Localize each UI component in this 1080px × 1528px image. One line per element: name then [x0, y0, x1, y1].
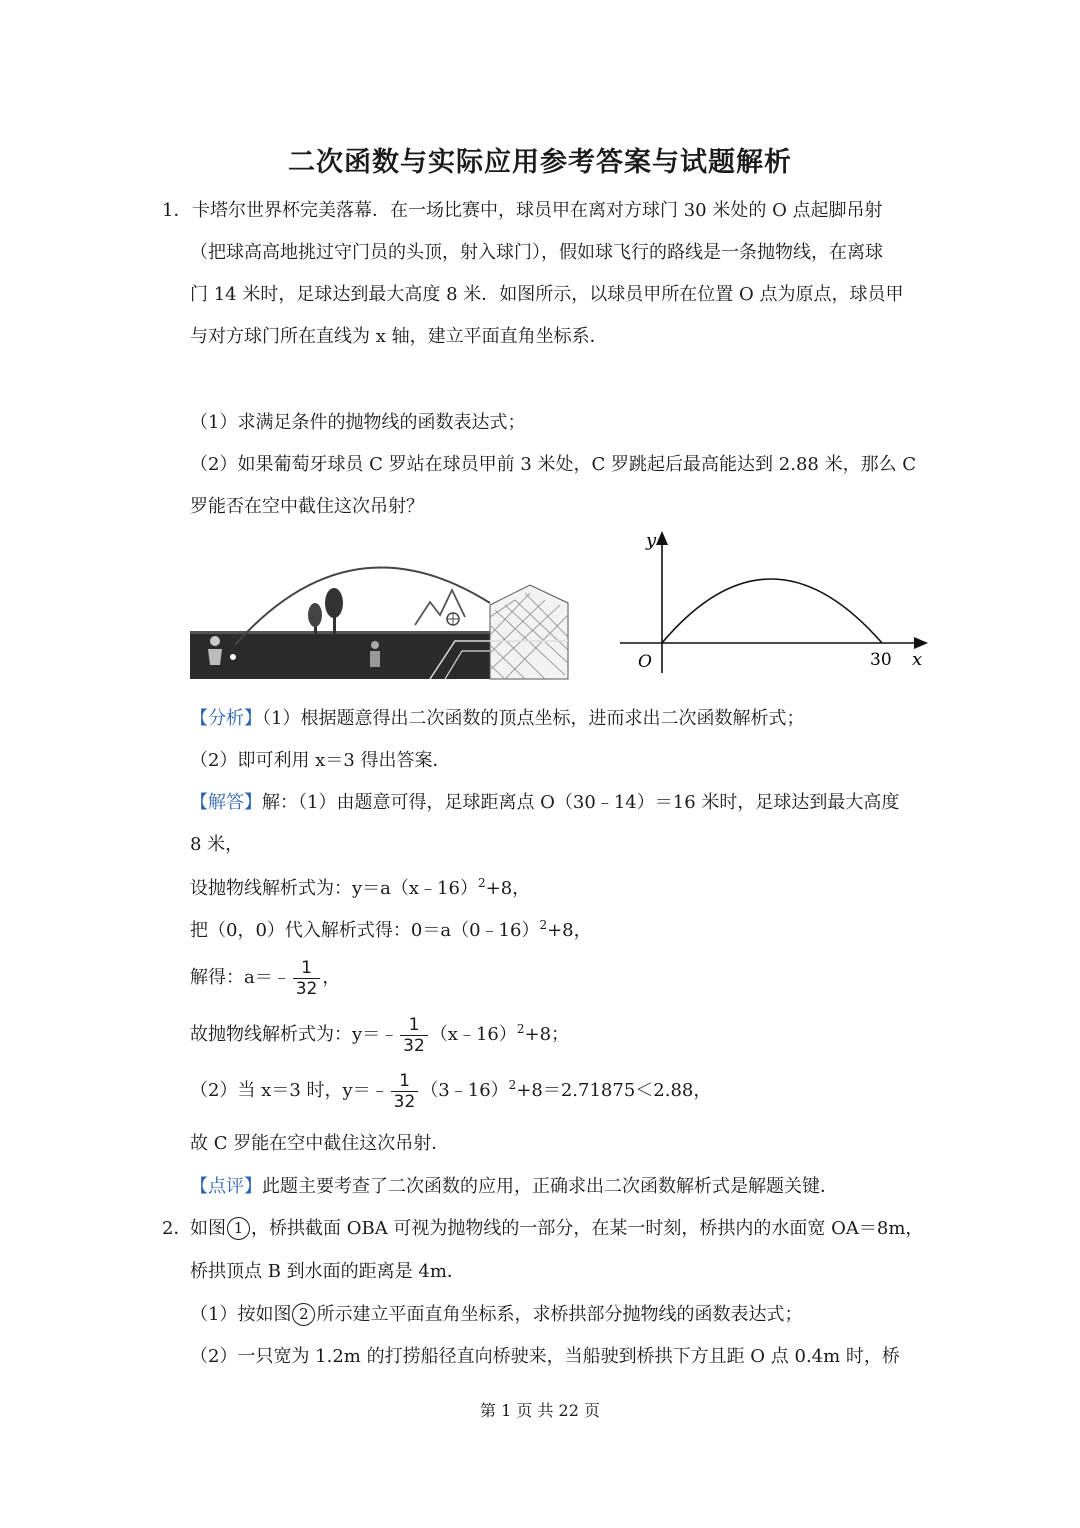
q1-number: 1． [162, 200, 192, 221]
fraction-1-32 [400, 1015, 428, 1056]
answer-text-4a: 把（0，0）代入解析式得：0＝a（0﹣16） [190, 920, 540, 941]
answer-bracket-open: 【 [190, 792, 208, 813]
square-exponent: 2 [508, 1078, 517, 1092]
q2-part-2: （2）一只宽为 1.2m 的打捞船径直向桥驶来，当船驶到桥拱下方且距 O 点 0.4m 时，桥 [190, 1346, 900, 1367]
tree-icon [325, 588, 343, 635]
figure-1-marker: 1 [227, 1217, 250, 1240]
answer-line-3 [190, 877, 530, 901]
q1-stem-line-4: 与对方球门所在直线为 x 轴，建立平面直角坐标系． [190, 326, 608, 347]
answer-line-5 [190, 956, 340, 1000]
answer-tag: 解答 [208, 792, 244, 813]
answer-text-7c: +8＝2.71875＜2.88， [516, 1080, 712, 1101]
fraction-denominator: 32 [391, 1091, 419, 1112]
answer-text-5b: ， [322, 967, 341, 988]
analysis-text-1: （1）根据题意得出二次函数的顶点坐标，进而求出二次函数解析式； [262, 708, 805, 729]
comment-bracket-open: 【 [190, 1176, 208, 1197]
answer-text-6c: +8； [524, 1024, 570, 1045]
x-axis-label: x [912, 649, 923, 670]
goal-net-icon [490, 585, 568, 679]
player-icon [208, 636, 222, 665]
answer-text-7b: （3﹣16） [420, 1080, 509, 1101]
analysis-tag: 分析 [208, 708, 244, 729]
q1-stem-line-1: 卡塔尔世界杯完美落幕．在一场比赛中，球员甲在离对方球门 30 米处的 O 点起脚吊射 [192, 200, 883, 221]
fraction-numerator: 1 [399, 1070, 410, 1091]
answer-line-1 [190, 791, 899, 815]
q1-part-2-line-1: （2）如果葡萄牙球员 C 罗站在球员甲前 3 米处，C 罗跳起后最高能达到 2.88 米，那么 C [190, 454, 917, 475]
square-exponent: 2 [539, 918, 548, 932]
analysis-bracket-close: 】 [244, 708, 262, 729]
answer-text-3a: 设抛物线解析式为：y＝a（x﹣16） [190, 878, 478, 899]
fraction-numerator: 1 [301, 957, 312, 978]
x-axis-arrow-icon [914, 637, 928, 649]
comment-line [190, 1175, 838, 1199]
comment-tag: 点评 [208, 1176, 244, 1197]
q1-stem-line-3: 门 14 米时，足球达到最大高度 8 米．如图所示，以球员甲所在位置 O 点为原点，球员甲 [190, 284, 904, 305]
q2-stem-line-2: 桥拱顶点 B 到水面的距离是 4m． [190, 1261, 465, 1282]
answer-text-7a: （2）当 x＝3 时，y＝﹣ [190, 1080, 389, 1101]
answer-text-6b: （x﹣16） [429, 1024, 517, 1045]
page-title: 二次函数与实际应用参考答案与试题解析 [288, 147, 792, 178]
figure-2-marker: 2 [292, 1303, 315, 1326]
comment-text: 此题主要考查了二次函数的应用，正确求出二次函数解析式是解题关键． [262, 1176, 838, 1197]
fraction-denominator: 32 [293, 978, 321, 999]
tick-label-30: 30 [870, 650, 892, 670]
square-exponent: 2 [516, 1022, 525, 1036]
q1-stem-line-2: （把球高高地挑过守门员的头顶，射入球门），假如球飞行的路线是一条抛物线，在离球 [190, 242, 883, 263]
q2-text-1a: 如图 [190, 1218, 226, 1239]
answer-line-7 [190, 1069, 711, 1113]
answer-text-3b: +8， [485, 878, 531, 899]
parabola-curve [662, 579, 882, 643]
q2-part-1b: 所示建立平面直角坐标系，求桥拱部分抛物线的函数表达式； [316, 1304, 803, 1325]
answer-text-5a: 解得：a＝﹣ [190, 967, 291, 988]
q1-part-1: （1）求满足条件的抛物线的函数表达式； [190, 412, 526, 433]
page-footer: 第 1 页 共 22 页 [480, 1401, 600, 1420]
fraction-numerator: 1 [408, 1014, 420, 1035]
y-axis-label: y [646, 530, 657, 551]
parabola-graph [620, 525, 940, 675]
fraction-denominator: 32 [400, 1035, 428, 1056]
q2-part-1a: （1）按如图 [190, 1304, 292, 1325]
y-axis-arrow-icon [656, 531, 668, 545]
tree-icon [308, 603, 322, 635]
player-icon [370, 641, 380, 667]
answer-text-2: 8 米， [190, 834, 244, 855]
answer-text-1: 解：（1）由题意可得，足球距离点 O（30﹣14）＝16 米时，足球达到最大高度 [262, 792, 900, 813]
q2-number: 2． [162, 1218, 192, 1239]
q1-part-2-line-2: 罗能否在空中截住这次吊射？ [190, 496, 424, 517]
answer-bracket-close: 】 [244, 792, 262, 813]
answer-text-8: 故 C 罗能在空中截住这次吊射． [190, 1133, 450, 1154]
answer-line-4 [190, 919, 592, 943]
analysis-text-2: （2）即可利用 x＝3 得出答案． [190, 750, 451, 771]
answer-line-6 [190, 1013, 569, 1057]
analysis-bracket-open: 【 [190, 708, 208, 729]
soccer-scene-illustration [190, 545, 570, 685]
analysis-line-1 [190, 707, 804, 731]
comment-bracket-close: 】 [244, 1176, 262, 1197]
q2-text-1b: ，桥拱截面 OBA 可视为抛物线的一部分，在某一时刻，桥拱内的水面宽 OA＝8m， [251, 1218, 924, 1239]
origin-label: O [638, 652, 652, 672]
square-exponent: 2 [477, 876, 486, 890]
fraction-1-32 [293, 958, 321, 999]
q2-stem-line-1 [190, 1217, 923, 1241]
fraction-1-32 [391, 1071, 419, 1112]
answer-text-6a: 故抛物线解析式为：y＝﹣ [190, 1024, 399, 1045]
q2-part-1 [190, 1303, 802, 1327]
answer-text-4b: +8， [547, 920, 592, 941]
